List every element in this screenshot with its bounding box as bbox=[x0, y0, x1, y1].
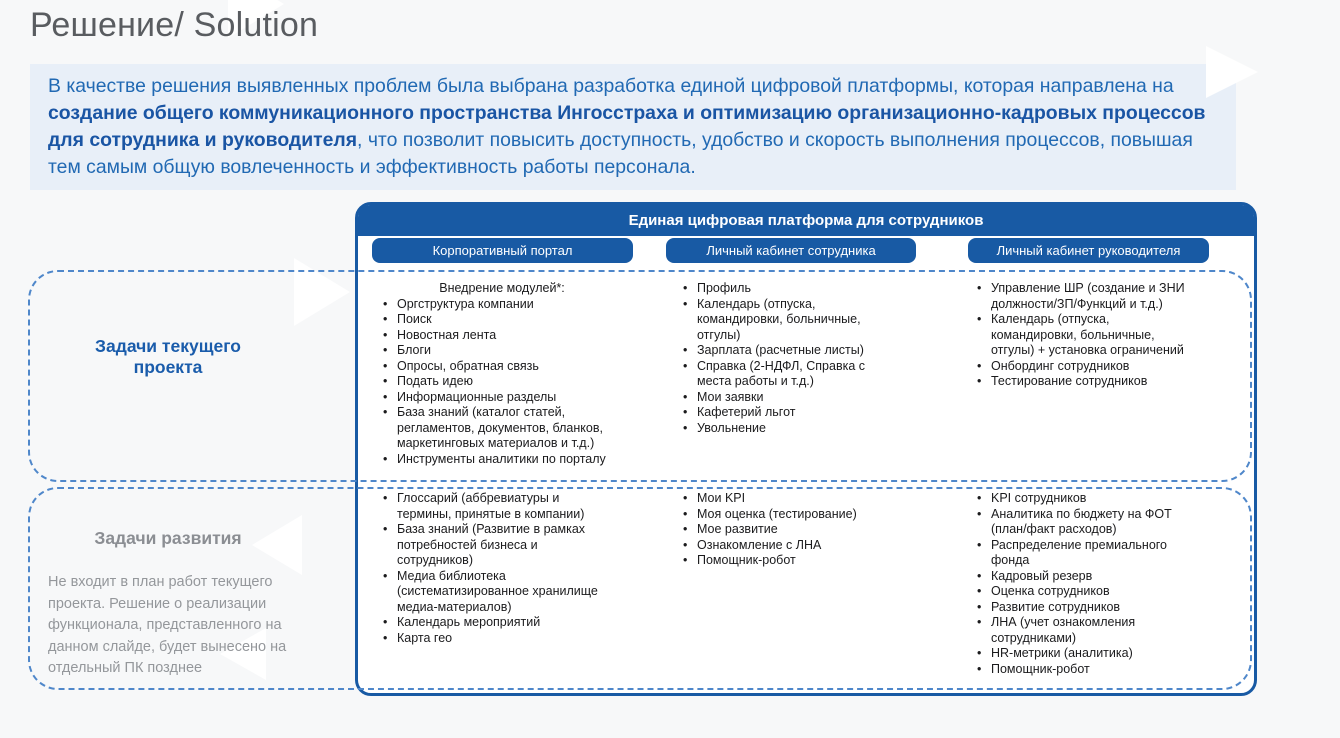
list-item: • Тестирование сотрудников bbox=[972, 374, 1193, 390]
intro-text-bold: создание общего коммуникационного пространства Ингосстраха и оптимизацию организационно-кадровых процессов для сотрудника и руководителя bbox=[48, 102, 1206, 151]
list-item: • Информационные разделы bbox=[378, 390, 607, 406]
cell-development-manager bbox=[972, 491, 1193, 677]
current-project-label: Задачи текущего проекта bbox=[95, 336, 241, 377]
list-item: • Кадровый резерв bbox=[972, 569, 1193, 585]
platform-panel-title: Единая цифровая платформа для сотрудников bbox=[358, 205, 1254, 236]
list-item: • Аналитика по бюджету на ФОТ (план/факт расходов) bbox=[972, 507, 1193, 538]
column-header-employee: Личный кабинет сотрудника bbox=[666, 238, 916, 263]
list-item: • Зарплата (расчетные листы) bbox=[678, 343, 875, 359]
cell-current-portal bbox=[378, 281, 607, 467]
list-item: • Справка (2-НДФЛ, Справка с места работы и т.д.) bbox=[678, 359, 875, 390]
list-item: • Мое развитие bbox=[678, 522, 875, 538]
list-item: • Мои заявки bbox=[678, 390, 875, 406]
list-item: • Опросы, обратная связь bbox=[378, 359, 607, 375]
list-item: • KPI сотрудников bbox=[972, 491, 1193, 507]
current-portal-list bbox=[378, 297, 607, 468]
column-header-manager: Личный кабинет руководителя bbox=[968, 238, 1209, 263]
watermark-triangle-icon bbox=[1206, 46, 1258, 98]
cell-development-portal bbox=[378, 491, 607, 646]
list-item: • Инструменты аналитики по порталу bbox=[378, 452, 607, 468]
cell-development-employee bbox=[678, 491, 875, 569]
list-item: • Глоссарий (аббревиатуры и термины, принятые в компании) bbox=[378, 491, 607, 522]
current-employee-list bbox=[678, 281, 875, 436]
development-manager-list bbox=[972, 491, 1193, 677]
list-item: • Распределение премиального фонда bbox=[972, 538, 1193, 569]
list-item: • Карта гео bbox=[378, 631, 607, 647]
list-item: • База знаний (Развитие в рамках потребностей бизнеса и сотрудников) bbox=[378, 522, 607, 569]
watermark-triangle-icon bbox=[252, 515, 302, 575]
cell-current-manager bbox=[972, 281, 1193, 390]
development-portal-list bbox=[378, 491, 607, 646]
list-item: • Развитие сотрудников bbox=[972, 600, 1193, 616]
list-item: • Моя оценка (тестирование) bbox=[678, 507, 875, 523]
list-item: • Новостная лента bbox=[378, 328, 607, 344]
development-employee-list bbox=[678, 491, 875, 569]
list-item: • Профиль bbox=[678, 281, 875, 297]
current-manager-list bbox=[972, 281, 1193, 390]
list-item: • Помощник-робот bbox=[972, 662, 1193, 678]
list-item: • Календарь (отпуска, командировки, больничные, отгулы) + установка ограничений bbox=[972, 312, 1193, 359]
list-item: • Увольнение bbox=[678, 421, 875, 437]
column-header-portal: Корпоративный портал bbox=[372, 238, 633, 263]
list-item: • Онбординг сотрудников bbox=[972, 359, 1193, 375]
list-item: • Подать идею bbox=[378, 374, 607, 390]
list-item: • База знаний (каталог статей, регламентов, документов, бланков, маркетинговых материалов и т.д.) bbox=[378, 405, 607, 452]
list-item: • Кафетерий льгот bbox=[678, 405, 875, 421]
list-item: • Помощник-робот bbox=[678, 553, 875, 569]
list-item: • Календарь (отпуска, командировки, больничные, отгулы) bbox=[678, 297, 875, 344]
list-item: • Ознакомление с ЛНА bbox=[678, 538, 875, 554]
list-item: • Поиск bbox=[378, 312, 607, 328]
list-item: • ЛНА (учет ознакомления сотрудниками) bbox=[972, 615, 1193, 646]
page-title: Решение/ Solution bbox=[30, 6, 319, 44]
list-item: • Календарь мероприятий bbox=[378, 615, 607, 631]
list-item: • HR-метрики (аналитика) bbox=[972, 646, 1193, 662]
intro-box bbox=[30, 64, 1236, 190]
list-item: • Блоги bbox=[378, 343, 607, 359]
portal-modules-heading: Внедрение модулей*: bbox=[439, 281, 565, 295]
intro-text-end: , что позволит повысить доступность, удобство и скорость выполнения процессов, повышая тем самым общую вовлеченность и эффективность работы персонала. bbox=[48, 129, 1193, 178]
list-item: • Оргструктура компании bbox=[378, 297, 607, 313]
development-note: Не входит в план работ текущего проекта. Решение о реализации функционала, представленного на данном слайде, будет вынесено на отдельный ПК позднее bbox=[48, 574, 287, 676]
list-item: • Управление ШР (создание и ЗНИ должности/ЗП/Функций и т.д.) bbox=[972, 281, 1193, 312]
list-item: • Медиа библиотека (систематизированное хранилище медиа-материалов) bbox=[378, 569, 607, 616]
list-item: • Мои KPI bbox=[678, 491, 875, 507]
development-label: Задачи развития bbox=[94, 528, 242, 548]
intro-text-start: В качестве решения выявленных проблем была выбрана разработка единой цифровой платформы, которая направлена на bbox=[48, 75, 1174, 97]
list-item: • Оценка сотрудников bbox=[972, 584, 1193, 600]
cell-current-employee bbox=[678, 281, 875, 436]
watermark-triangle-icon bbox=[294, 258, 350, 326]
